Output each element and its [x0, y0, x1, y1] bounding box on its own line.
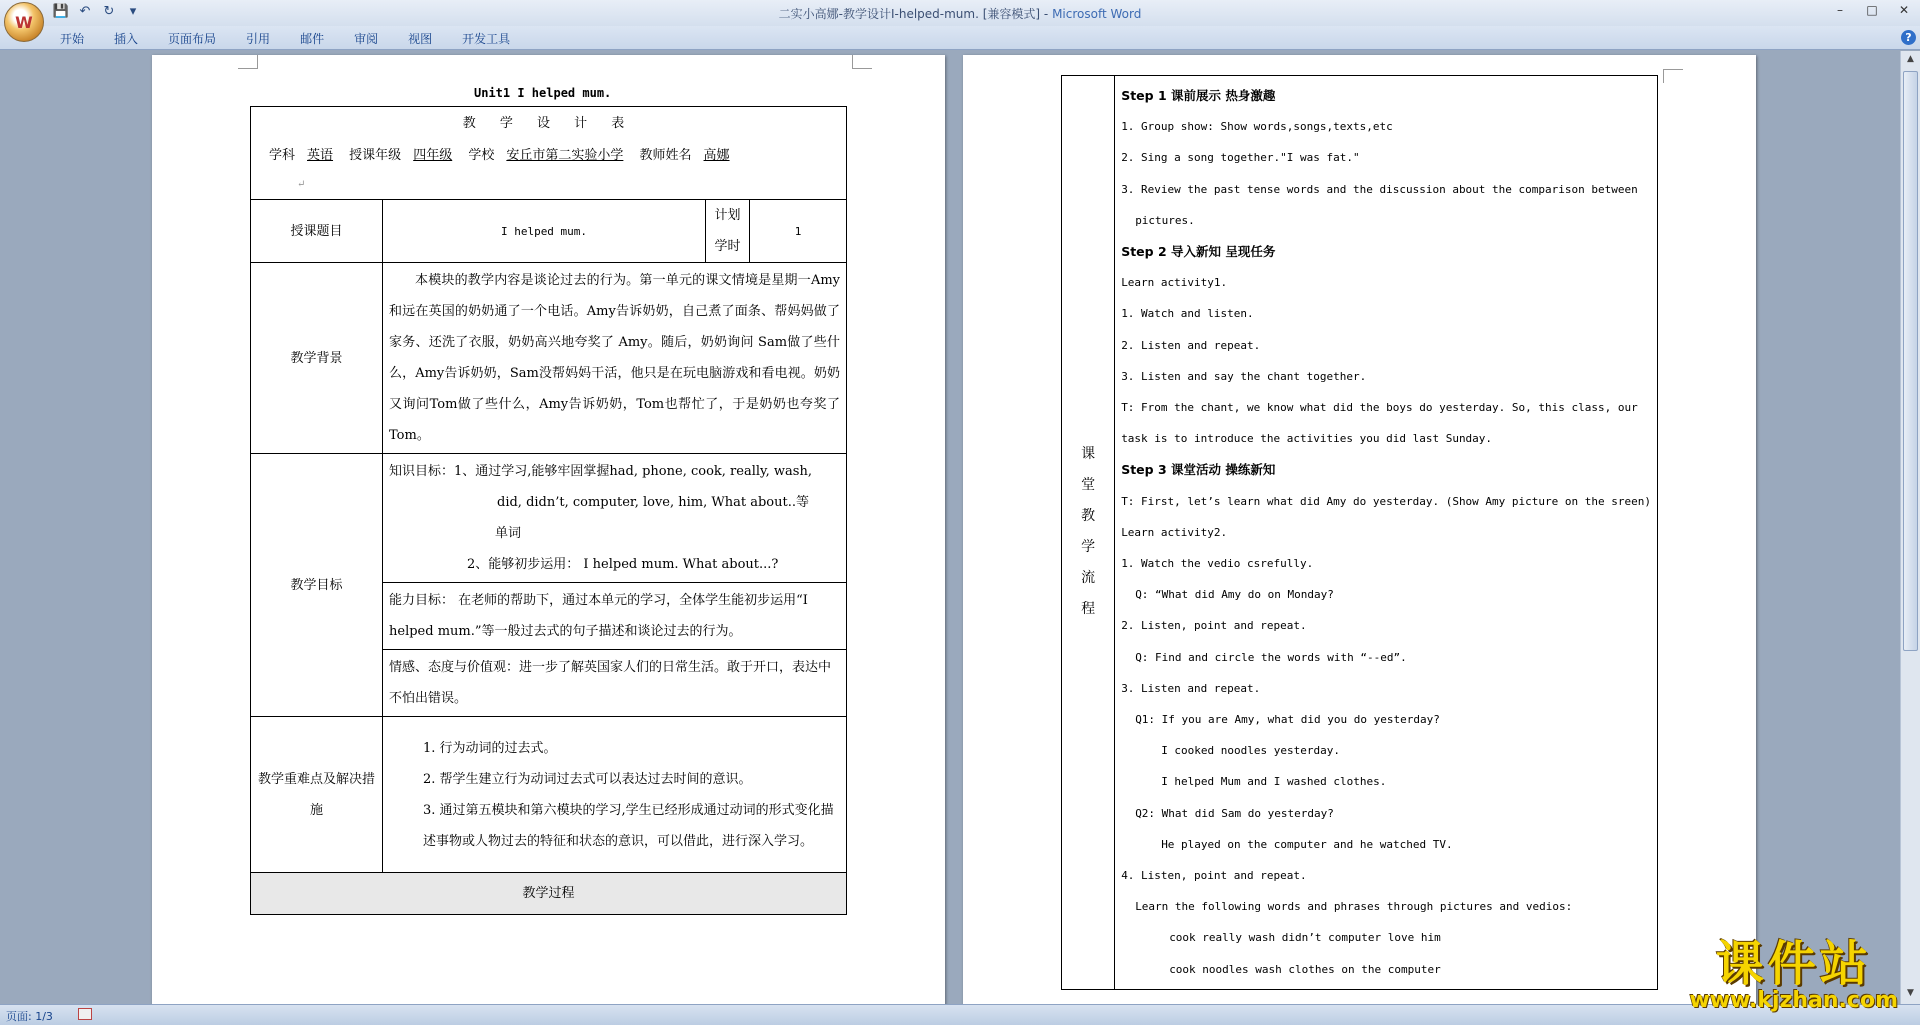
process-line: cook noodles wash clothes on the computer — [1169, 962, 1441, 976]
tab-references[interactable]: 引用 — [246, 32, 271, 46]
tab-developer[interactable]: 开发工具 — [462, 32, 511, 46]
title-bar — [0, 0, 1920, 32]
save-icon[interactable]: 💾 — [52, 4, 70, 19]
process-line: 3. Listen and repeat. — [1121, 681, 1261, 695]
process-heading: 教学过程 — [251, 873, 847, 915]
tab-insert[interactable]: 插入 — [114, 32, 139, 46]
process-line: I cooked noodles yesterday. — [1161, 744, 1340, 758]
lesson-design-table — [250, 106, 847, 915]
process-step-heading: Step 2 导入新知 呈现任务 — [1121, 244, 1276, 260]
office-button[interactable]: W — [4, 2, 44, 42]
vertical-char: 教 — [1081, 508, 1096, 525]
process-line: 1. Watch the vedio csrefully. — [1121, 557, 1314, 571]
keypoint-item: 3. 通过第五模块和第六模块的学习,学生已经形成通过动词的形式变化描述事物或人物过去的特征和状态的意识，可以借此，进行深入学习。 — [423, 802, 834, 849]
plan-label-line2: 学时 — [714, 239, 741, 254]
page-count[interactable]: 页面: 1/3 — [6, 1010, 53, 1023]
kjzhan-watermark — [1689, 925, 1898, 1013]
window-title — [0, 5, 1920, 22]
process-vertical-label — [1062, 76, 1115, 990]
process-step-heading: Step 1 课前展示 热身激趣 — [1121, 88, 1276, 103]
process-line: Q: Find and circle the words with “--ed”. — [1135, 650, 1407, 664]
redo-icon[interactable]: ↻ — [103, 4, 115, 19]
vertical-char: 课 — [1081, 446, 1096, 463]
document-name: 二实小高娜-教学设计I-helped-mum. [兼容模式] - — [778, 7, 1049, 21]
process-line: He played on the computer and he watched TV. — [1161, 837, 1453, 851]
keypoint-item: 1. 行为动词的过去式。 — [423, 740, 557, 756]
knowledge-goal-line: did, didn’t, computer, love, him, What about..等 — [497, 495, 809, 510]
scroll-down-icon[interactable]: ▼ — [1907, 988, 1914, 998]
process-line: Q1: If you are Amy, what did you do yesterday? — [1135, 713, 1440, 727]
info-row — [257, 141, 840, 171]
process-steps — [1115, 76, 1658, 990]
emotion-goal: 情感、态度与价值观：进一步了解英国家人们的日常生活。敢于开口，表达中不怕出错误。 — [383, 650, 847, 717]
tab-review[interactable]: 审阅 — [354, 32, 379, 46]
process-line: 1. Group show: Show words,songs,texts,etc — [1121, 120, 1393, 134]
minimize-button[interactable]: – — [1837, 3, 1843, 17]
table-header-cell — [251, 107, 847, 200]
process-line: T: First, let’s learn what did Amy do yesterday. (Show Amy picture on the sreen) — [1121, 494, 1651, 508]
window-controls — [1824, 0, 1920, 20]
vertical-char: 学 — [1081, 539, 1096, 556]
process-line: I helped Mum and I washed clothes. — [1161, 775, 1387, 789]
knowledge-goal-line: 单词 — [495, 526, 522, 541]
scrollbar-thumb[interactable] — [1903, 71, 1918, 651]
process-line: Learn activity2. — [1121, 525, 1228, 539]
margin-corner-marker — [1663, 69, 1683, 83]
ribbon — [0, 26, 1920, 50]
process-line: 2. Sing a song together."I was fat." — [1121, 151, 1360, 165]
keypoints-list — [383, 717, 847, 873]
background-label: 教学背景 — [251, 263, 383, 454]
process-line: 1. Watch and listen. — [1121, 307, 1254, 321]
goals-label: 教学目标 — [251, 454, 383, 717]
process-step-heading: Step 3 课堂活动 操练新知 — [1121, 462, 1276, 478]
process-line: task is to introduce the activities you did last Sunday. — [1121, 432, 1493, 446]
ribbon-tabs — [60, 30, 540, 47]
process-line: 2. Listen and repeat. — [1121, 338, 1261, 352]
table-heading: 教 学 设 计 表 — [462, 116, 635, 131]
ability-goal: 能力目标： 在老师的帮助下，通过本单元的学习，全体学生能初步运用“I helped mum.”等一般过去式的句子描述和谈论过去的行为。 — [383, 583, 847, 650]
knowledge-goal-line: 2、能够初步运用： I helped mum. What about...? — [467, 557, 779, 572]
margin-corner-marker — [852, 55, 872, 69]
undo-icon[interactable]: ↶ — [79, 4, 91, 19]
teaching-process-table — [1061, 75, 1658, 990]
tab-home[interactable]: 开始 — [60, 32, 85, 46]
teacher-value: 高娜 — [703, 148, 730, 163]
teacher-label: 教师姓名 — [639, 148, 692, 163]
proofing-icon[interactable] — [78, 1008, 92, 1020]
process-line: T: From the chant, we know what did the boys do yesterday. So, this class, our — [1121, 401, 1638, 415]
grade-label: 授课年级 — [349, 148, 402, 163]
process-line: Q2: What did Sam do yesterday? — [1135, 806, 1334, 820]
grade-value: 四年级 — [413, 148, 453, 163]
scroll-up-icon[interactable]: ▲ — [1907, 54, 1914, 64]
document-workspace — [0, 51, 1900, 1004]
process-line: Q: “What did Amy do on Monday? — [1135, 588, 1334, 602]
vertical-char: 流 — [1081, 570, 1096, 587]
process-line: 3. Listen and say the chant together. — [1121, 369, 1367, 383]
document-title: Unit1 I helped mum. — [474, 86, 612, 100]
plan-label-line1: 计划 — [714, 208, 741, 223]
process-line: 4. Listen, point and repeat. — [1121, 869, 1307, 883]
vertical-char: 堂 — [1081, 477, 1096, 494]
margin-corner-marker — [238, 55, 258, 69]
tab-view[interactable]: 视图 — [408, 32, 433, 46]
watermark-logo-text: 课件站 — [1715, 936, 1872, 992]
knowledge-goal-cell — [383, 454, 847, 583]
knowledge-goal-line: 知识目标：1、通过学习,能够牢固掌握had, phone, cook, really, wash, — [389, 464, 812, 479]
school-value: 安丘市第二实验小学 — [506, 148, 624, 163]
page-2[interactable] — [963, 55, 1756, 1004]
process-lines — [1121, 80, 1651, 985]
tab-page-layout[interactable]: 页面布局 — [168, 32, 217, 46]
process-line: Learn activity1. — [1121, 276, 1228, 290]
subject-value: 英语 — [307, 148, 334, 163]
topic-value: I helped mum. — [383, 200, 706, 263]
watermark-url: www.kjzhan.com — [1689, 988, 1898, 1013]
keypoint-item: 2. 帮学生建立行为动词过去式可以表达过去时间的意识。 — [423, 771, 752, 787]
page-1[interactable] — [152, 55, 945, 1004]
vertical-char: 程 — [1081, 601, 1096, 618]
maximize-button[interactable]: □ — [1866, 3, 1878, 17]
tab-mailings[interactable]: 邮件 — [300, 32, 325, 46]
vertical-scrollbar[interactable] — [1900, 51, 1920, 1004]
process-line: 2. Listen, point and repeat. — [1121, 619, 1307, 633]
paragraph-mark: ↵ — [297, 179, 306, 190]
background-text: 本模块的教学内容是谈论过去的行为。第一单元的课文情境是星期一Amy和远在英国的奶奶通了一个电话。Amy告诉奶奶，自己煮了面条、帮妈妈做了家务、还洗了衣服，奶奶高兴地夸奖了 Amy。随后，奶奶询问 Sam做了些什么，Amy告诉奶奶，Sam没帮妈妈干活，他只是在玩电脑游戏和看电视。奶奶又询问Tom做了些什么，Amy告诉奶奶，Tom也帮忙了，于是奶奶也夸奖了Tom。 — [383, 263, 847, 454]
topic-label: 授课题目 — [251, 200, 383, 263]
plan-value: 1 — [750, 200, 847, 263]
customize-toolbar-icon[interactable]: ▾ — [129, 4, 137, 19]
process-line: Learn the following words and phrases through pictures and vedios: — [1135, 900, 1573, 914]
keypoints-label: 教学重难点及解决措施 — [251, 717, 383, 873]
process-line: 3. Review the past tense words and the discussion about the comparison between — [1121, 182, 1638, 196]
school-label: 学校 — [468, 148, 495, 163]
subject-label: 学科 — [269, 148, 296, 163]
close-button[interactable]: ✕ — [1898, 3, 1910, 17]
help-icon[interactable]: ? — [1901, 30, 1916, 45]
process-line: cook really wash didn’t computer love him — [1169, 931, 1441, 945]
app-name: Microsoft Word — [1052, 7, 1142, 21]
status-bar — [0, 1004, 1920, 1025]
process-line: pictures. — [1135, 213, 1195, 227]
plan-label — [706, 200, 750, 263]
